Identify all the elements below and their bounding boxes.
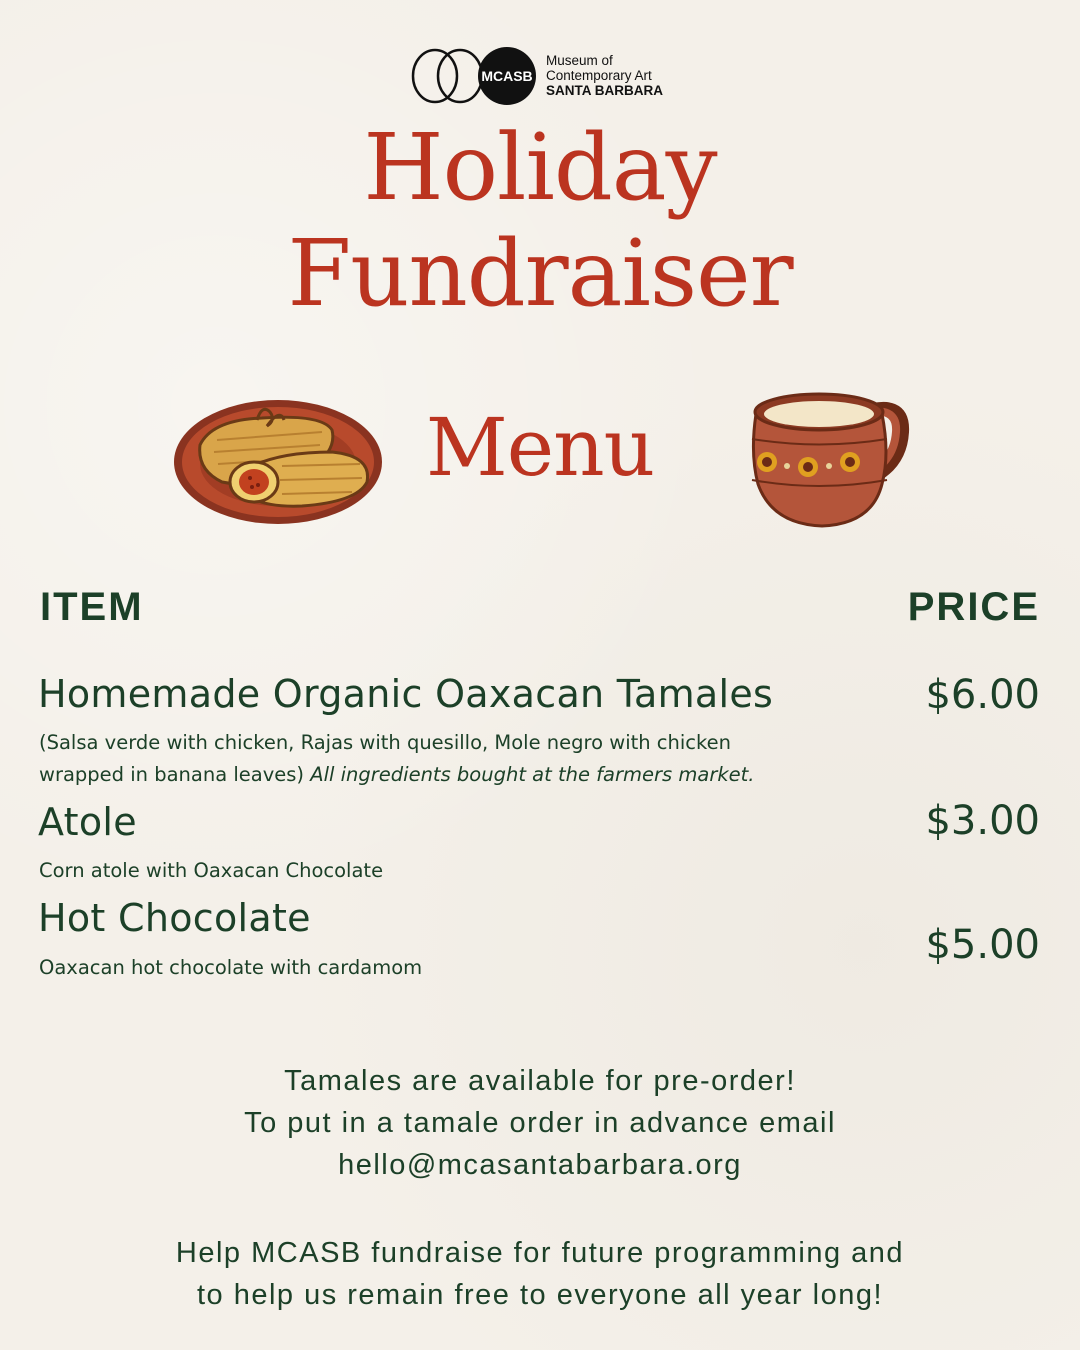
title-line-1: Holiday: [363, 114, 717, 221]
title-line-2: Fundraiser: [287, 220, 793, 327]
item-desc-atole: Corn atole with Oaxacan Chocolate: [39, 859, 384, 882]
column-header-item: ITEM: [40, 585, 144, 629]
item-name-tamales: Homemade Organic Oaxacan Tamales: [38, 672, 774, 716]
mug-flower-1: [757, 452, 777, 472]
column-header-price: PRICE: [907, 585, 1040, 629]
item-name-atole: Atole: [38, 800, 137, 844]
item-desc-tamales-line-2: [39, 759, 754, 791]
logo-mark-text: MCASB: [481, 68, 533, 84]
menu-title: Menu: [425, 401, 655, 494]
mcasb-logo: [410, 46, 680, 106]
item-price-hot-chocolate: $5.00: [925, 922, 1040, 968]
item-desc-tamales-line-1: (Salsa verde with chicken, Rajas with quesillo, Mole negro with chicken: [39, 731, 731, 754]
mug-flower-2: [798, 457, 818, 477]
mug-flower-3: [840, 452, 860, 472]
preorder-email[interactable]: hello@mcasantabarbara.org: [338, 1149, 742, 1181]
fundraise-note-2: to help us remain free to everyone all year long!: [196, 1279, 884, 1311]
item-price-tamales: $6.00: [925, 672, 1040, 718]
item-price-atole: $3.00: [925, 798, 1040, 844]
logo-rings-icon: [410, 46, 540, 106]
logo-line-3: SANTA BARBARA: [546, 83, 663, 98]
item-desc-hot-chocolate: Oaxacan hot chocolate with cardamom: [39, 956, 423, 979]
clay-mug-icon: [742, 384, 912, 534]
item-desc-tamales-text: wrapped in banana leaves): [39, 763, 305, 786]
logo-text: [546, 53, 663, 98]
item-name-hot-chocolate: Hot Chocolate: [38, 896, 311, 940]
logo-line-2: Contemporary Art: [546, 68, 652, 83]
logo-line-1: Museum of: [546, 53, 613, 68]
item-desc-tamales-italic: All ingredients bought at the farmers market.: [310, 763, 755, 786]
fundraise-note-1: Help MCASB fundraise for future programming and: [175, 1237, 905, 1269]
preorder-note-2: To put in a tamale order in advance email: [244, 1107, 836, 1139]
preorder-note-1: Tamales are available for pre-order!: [284, 1065, 796, 1097]
